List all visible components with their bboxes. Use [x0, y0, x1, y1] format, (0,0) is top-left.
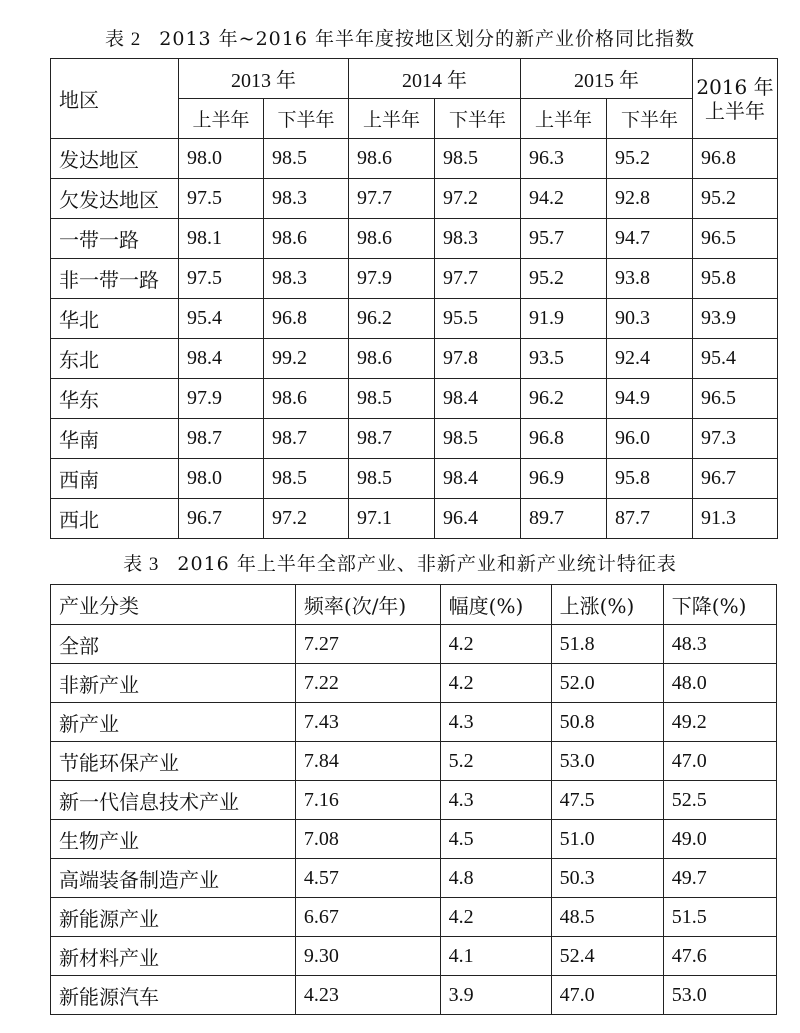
frequency-cell: 6.67: [295, 898, 440, 937]
value-cell: 95.7: [521, 219, 607, 259]
table-row: [51, 219, 778, 259]
category-cell: 非新产业: [51, 664, 296, 703]
table-row: [51, 625, 777, 664]
value-cell: 98.5: [264, 459, 349, 499]
table-row: [51, 820, 777, 859]
value-cell: 96.9: [521, 459, 607, 499]
table2-header-year-2014: 2014 年: [349, 59, 521, 99]
table3-header-magnitude: 幅度(%): [440, 585, 551, 625]
magnitude-cell: 4.2: [440, 898, 551, 937]
value-cell: 97.5: [179, 259, 264, 299]
table-row: [51, 703, 777, 742]
rise-cell: 52.0: [551, 664, 663, 703]
table-row: [51, 139, 778, 179]
table3: [50, 584, 777, 1015]
category-cell: 全部: [51, 625, 296, 664]
region-cell: 一带一路: [51, 219, 179, 259]
rise-cell: 47.0: [551, 976, 663, 1015]
region-cell: 华北: [51, 299, 179, 339]
value-cell: 96.4: [435, 499, 521, 539]
table-row: [51, 259, 778, 299]
category-cell: 新能源汽车: [51, 976, 296, 1015]
value-cell: 98.0: [179, 459, 264, 499]
value-cell: 97.9: [349, 259, 435, 299]
table-row: [51, 419, 778, 459]
table-row: [51, 664, 777, 703]
table2-header-year-2015: 2015 年: [521, 59, 693, 99]
table3-caption-text: 2016 年上半年全部产业、非新产业和新产业统计特征表: [177, 553, 677, 575]
frequency-cell: 7.27: [295, 625, 440, 664]
value-cell: 98.3: [264, 179, 349, 219]
value-cell: 99.2: [264, 339, 349, 379]
table2-header-2016-year: 2016 年: [696, 74, 774, 99]
region-cell: 西南: [51, 459, 179, 499]
fall-cell: 48.0: [663, 664, 776, 703]
rise-cell: 47.5: [551, 781, 663, 820]
table2-header-half: 下半年: [435, 99, 521, 139]
value-cell: 96.7: [179, 499, 264, 539]
value-cell: 93.9: [693, 299, 778, 339]
value-cell: 96.0: [607, 419, 693, 459]
rise-cell: 51.0: [551, 820, 663, 859]
table2-caption: [0, 24, 800, 51]
category-cell: 新一代信息技术产业: [51, 781, 296, 820]
magnitude-cell: 4.3: [440, 781, 551, 820]
table3-header-frequency: 频率(次/年): [295, 585, 440, 625]
value-cell: 95.8: [693, 259, 778, 299]
rise-cell: 50.8: [551, 703, 663, 742]
magnitude-cell: 3.9: [440, 976, 551, 1015]
table3-caption-number: 表 3: [123, 554, 160, 575]
magnitude-cell: 4.2: [440, 625, 551, 664]
category-cell: 高端装备制造产业: [51, 859, 296, 898]
table-row: [51, 339, 778, 379]
value-cell: 96.8: [264, 299, 349, 339]
frequency-cell: 7.08: [295, 820, 440, 859]
table-row: [51, 459, 778, 499]
table2-caption-number: 表 2: [105, 29, 142, 50]
value-cell: 94.2: [521, 179, 607, 219]
value-cell: 96.3: [521, 139, 607, 179]
table3-caption: [0, 549, 800, 576]
rise-cell: 48.5: [551, 898, 663, 937]
value-cell: 98.1: [179, 219, 264, 259]
value-cell: 98.5: [349, 379, 435, 419]
value-cell: 97.1: [349, 499, 435, 539]
value-cell: 97.3: [693, 419, 778, 459]
value-cell: 96.2: [521, 379, 607, 419]
value-cell: 95.4: [693, 339, 778, 379]
value-cell: 98.7: [179, 419, 264, 459]
magnitude-cell: 4.3: [440, 703, 551, 742]
table2-header-half: 下半年: [264, 99, 349, 139]
table-row: [51, 299, 778, 339]
value-cell: 98.6: [264, 219, 349, 259]
value-cell: 93.8: [607, 259, 693, 299]
value-cell: 98.5: [435, 139, 521, 179]
table-row: [51, 859, 777, 898]
table3-header-fall: 下降(%): [663, 585, 776, 625]
value-cell: 97.7: [435, 259, 521, 299]
region-cell: 西北: [51, 499, 179, 539]
value-cell: 98.4: [435, 379, 521, 419]
region-cell: 东北: [51, 339, 179, 379]
value-cell: 96.8: [693, 139, 778, 179]
value-cell: 93.5: [521, 339, 607, 379]
fall-cell: 48.3: [663, 625, 776, 664]
rise-cell: 53.0: [551, 742, 663, 781]
table-row: [51, 379, 778, 419]
frequency-cell: 4.23: [295, 976, 440, 1015]
value-cell: 98.6: [349, 219, 435, 259]
magnitude-cell: 4.5: [440, 820, 551, 859]
table2-caption-text: 2013 年~2016 年半年度按地区划分的新产业价格同比指数: [159, 28, 695, 50]
frequency-cell: 7.84: [295, 742, 440, 781]
region-cell: 欠发达地区: [51, 179, 179, 219]
category-cell: 新材料产业: [51, 937, 296, 976]
value-cell: 89.7: [521, 499, 607, 539]
fall-cell: 47.0: [663, 742, 776, 781]
value-cell: 87.7: [607, 499, 693, 539]
table2-header-half: 下半年: [607, 99, 693, 139]
table3-header-rise: 上涨(%): [551, 585, 663, 625]
value-cell: 98.7: [349, 419, 435, 459]
value-cell: 95.2: [521, 259, 607, 299]
value-cell: 97.2: [435, 179, 521, 219]
region-cell: 华东: [51, 379, 179, 419]
table2-header-2016-half: 上半年: [705, 98, 765, 123]
value-cell: 97.9: [179, 379, 264, 419]
table-row: [51, 937, 777, 976]
magnitude-cell: 5.2: [440, 742, 551, 781]
fall-cell: 47.6: [663, 937, 776, 976]
frequency-cell: 7.16: [295, 781, 440, 820]
table-row: [51, 976, 777, 1015]
table2-header-half: 上半年: [179, 99, 264, 139]
category-cell: 新产业: [51, 703, 296, 742]
value-cell: 97.5: [179, 179, 264, 219]
table2-header-region: 地区: [51, 59, 179, 139]
table2: [50, 58, 778, 539]
table-row: [51, 781, 777, 820]
table-row: [51, 898, 777, 937]
magnitude-cell: 4.1: [440, 937, 551, 976]
value-cell: 98.6: [349, 339, 435, 379]
value-cell: 91.9: [521, 299, 607, 339]
region-cell: 发达地区: [51, 139, 179, 179]
value-cell: 94.9: [607, 379, 693, 419]
value-cell: 90.3: [607, 299, 693, 339]
magnitude-cell: 4.8: [440, 859, 551, 898]
table3-header-category: 产业分类: [51, 585, 296, 625]
rise-cell: 52.4: [551, 937, 663, 976]
value-cell: 95.8: [607, 459, 693, 499]
value-cell: 92.4: [607, 339, 693, 379]
frequency-cell: 9.30: [295, 937, 440, 976]
value-cell: 98.3: [264, 259, 349, 299]
value-cell: 98.5: [349, 459, 435, 499]
value-cell: 97.7: [349, 179, 435, 219]
value-cell: 97.8: [435, 339, 521, 379]
category-cell: 生物产业: [51, 820, 296, 859]
magnitude-cell: 4.2: [440, 664, 551, 703]
fall-cell: 53.0: [663, 976, 776, 1015]
value-cell: 94.7: [607, 219, 693, 259]
value-cell: 96.8: [521, 419, 607, 459]
frequency-cell: 7.43: [295, 703, 440, 742]
value-cell: 98.6: [264, 379, 349, 419]
value-cell: 95.4: [179, 299, 264, 339]
value-cell: 98.3: [435, 219, 521, 259]
table-row: [51, 499, 778, 539]
value-cell: 98.6: [349, 139, 435, 179]
category-cell: 新能源产业: [51, 898, 296, 937]
value-cell: 92.8: [607, 179, 693, 219]
value-cell: 96.5: [693, 379, 778, 419]
rise-cell: 50.3: [551, 859, 663, 898]
value-cell: 98.5: [264, 139, 349, 179]
frequency-cell: 7.22: [295, 664, 440, 703]
value-cell: 95.2: [607, 139, 693, 179]
fall-cell: 49.7: [663, 859, 776, 898]
value-cell: 98.4: [179, 339, 264, 379]
table2-header-2016: [693, 59, 778, 139]
region-cell: 非一带一路: [51, 259, 179, 299]
value-cell: 98.4: [435, 459, 521, 499]
table-row: [51, 742, 777, 781]
frequency-cell: 4.57: [295, 859, 440, 898]
fall-cell: 49.2: [663, 703, 776, 742]
table2-header-half: 上半年: [349, 99, 435, 139]
category-cell: 节能环保产业: [51, 742, 296, 781]
fall-cell: 52.5: [663, 781, 776, 820]
fall-cell: 51.5: [663, 898, 776, 937]
value-cell: 96.2: [349, 299, 435, 339]
value-cell: 96.7: [693, 459, 778, 499]
value-cell: 91.3: [693, 499, 778, 539]
value-cell: 98.0: [179, 139, 264, 179]
value-cell: 97.2: [264, 499, 349, 539]
table2-header-half: 上半年: [521, 99, 607, 139]
value-cell: 98.5: [435, 419, 521, 459]
value-cell: 95.5: [435, 299, 521, 339]
table-row: [51, 179, 778, 219]
value-cell: 95.2: [693, 179, 778, 219]
fall-cell: 49.0: [663, 820, 776, 859]
region-cell: 华南: [51, 419, 179, 459]
value-cell: 98.7: [264, 419, 349, 459]
rise-cell: 51.8: [551, 625, 663, 664]
value-cell: 96.5: [693, 219, 778, 259]
table2-header-year-2013: 2013 年: [179, 59, 349, 99]
